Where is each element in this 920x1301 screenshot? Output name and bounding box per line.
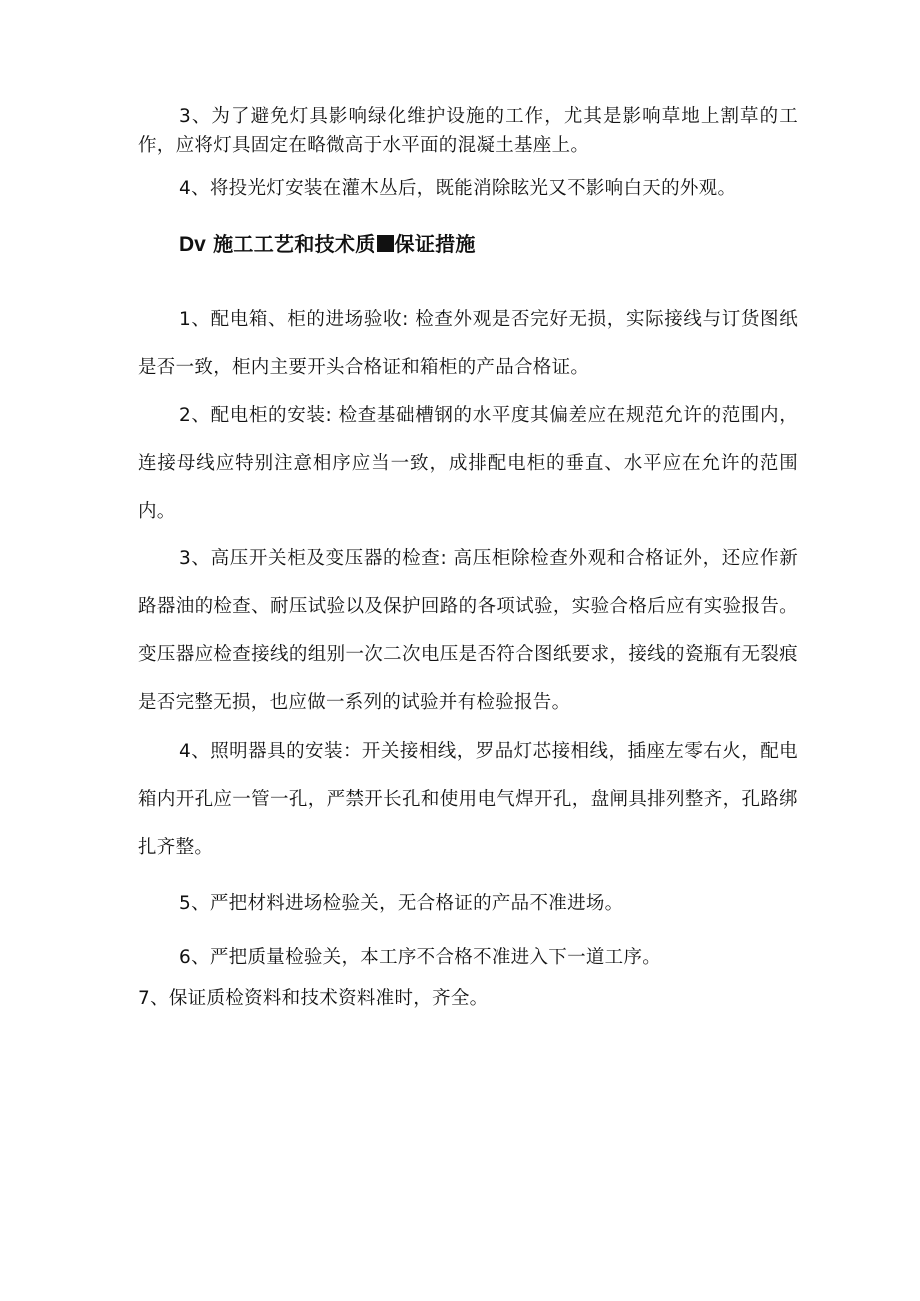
black-square-glyph [377, 235, 394, 252]
list-item-5: 5、严把材料进场检验关，无合格证的产品不准进场。 [179, 893, 624, 914]
section-heading-text-before: 施工工艺和技术质 [213, 232, 376, 256]
list-item-2: 2、配电柜的安装: 检查基础槽钢的水平度其偏差应在规范允许的范围内，连接母线应特别注意相序应当一致，成排配电柜的垂直、水平应在允许的范围内。 [138, 405, 798, 522]
paragraph-intro-item-4: 4、将投光灯安装在灌木丛后，既能消除眩光又不影响白天的外观。 [179, 178, 737, 199]
section-heading-latin: Dv [179, 233, 206, 256]
section-heading [179, 228, 476, 261]
list-item-6: 6、严把质量检验关，本工序不合格不准进入下一道工序。 [179, 947, 662, 968]
section-heading-text-after: 保证措施 [394, 232, 476, 256]
paragraph-intro-item-3: 3、为了避免灯具影响绿化维护设施的工作，尤其是影响草地上割草的工作，应将灯具固定在略微高于水平面的混凝土基座上。 [138, 106, 798, 156]
list-item-1: 1、配电箱、柜的进场验收: 检查外观是否完好无损，实际接线与订货图纸是否一致，柜内主要开头合格证和箱柜的产品合格证。 [138, 309, 798, 378]
list-item-4: 4、照明器具的安装：开关接相线，罗品灯芯接相线，插座左零右火，配电箱内开孔应一管一孔，严禁开长孔和使用电气焊开孔，盘闸具排列整齐，孔路绑扎齐整。 [138, 741, 798, 858]
list-item-7: 7、保证质检资料和技术资料准时，齐全。 [138, 988, 489, 1009]
list-item-3: 3、高压开关柜及变压器的检查: 高压柜除检查外观和合格证外，还应作新路器油的检查、耐压试验以及保护回路的各项试验，实验合格后应有实验报告。变压器应检查接线的组别一次二次电压是否符合图纸要求，接线的瓷瓶有无裂痕是否完整无损，也应做一系列的试验并有检验报告。 [138, 548, 798, 713]
